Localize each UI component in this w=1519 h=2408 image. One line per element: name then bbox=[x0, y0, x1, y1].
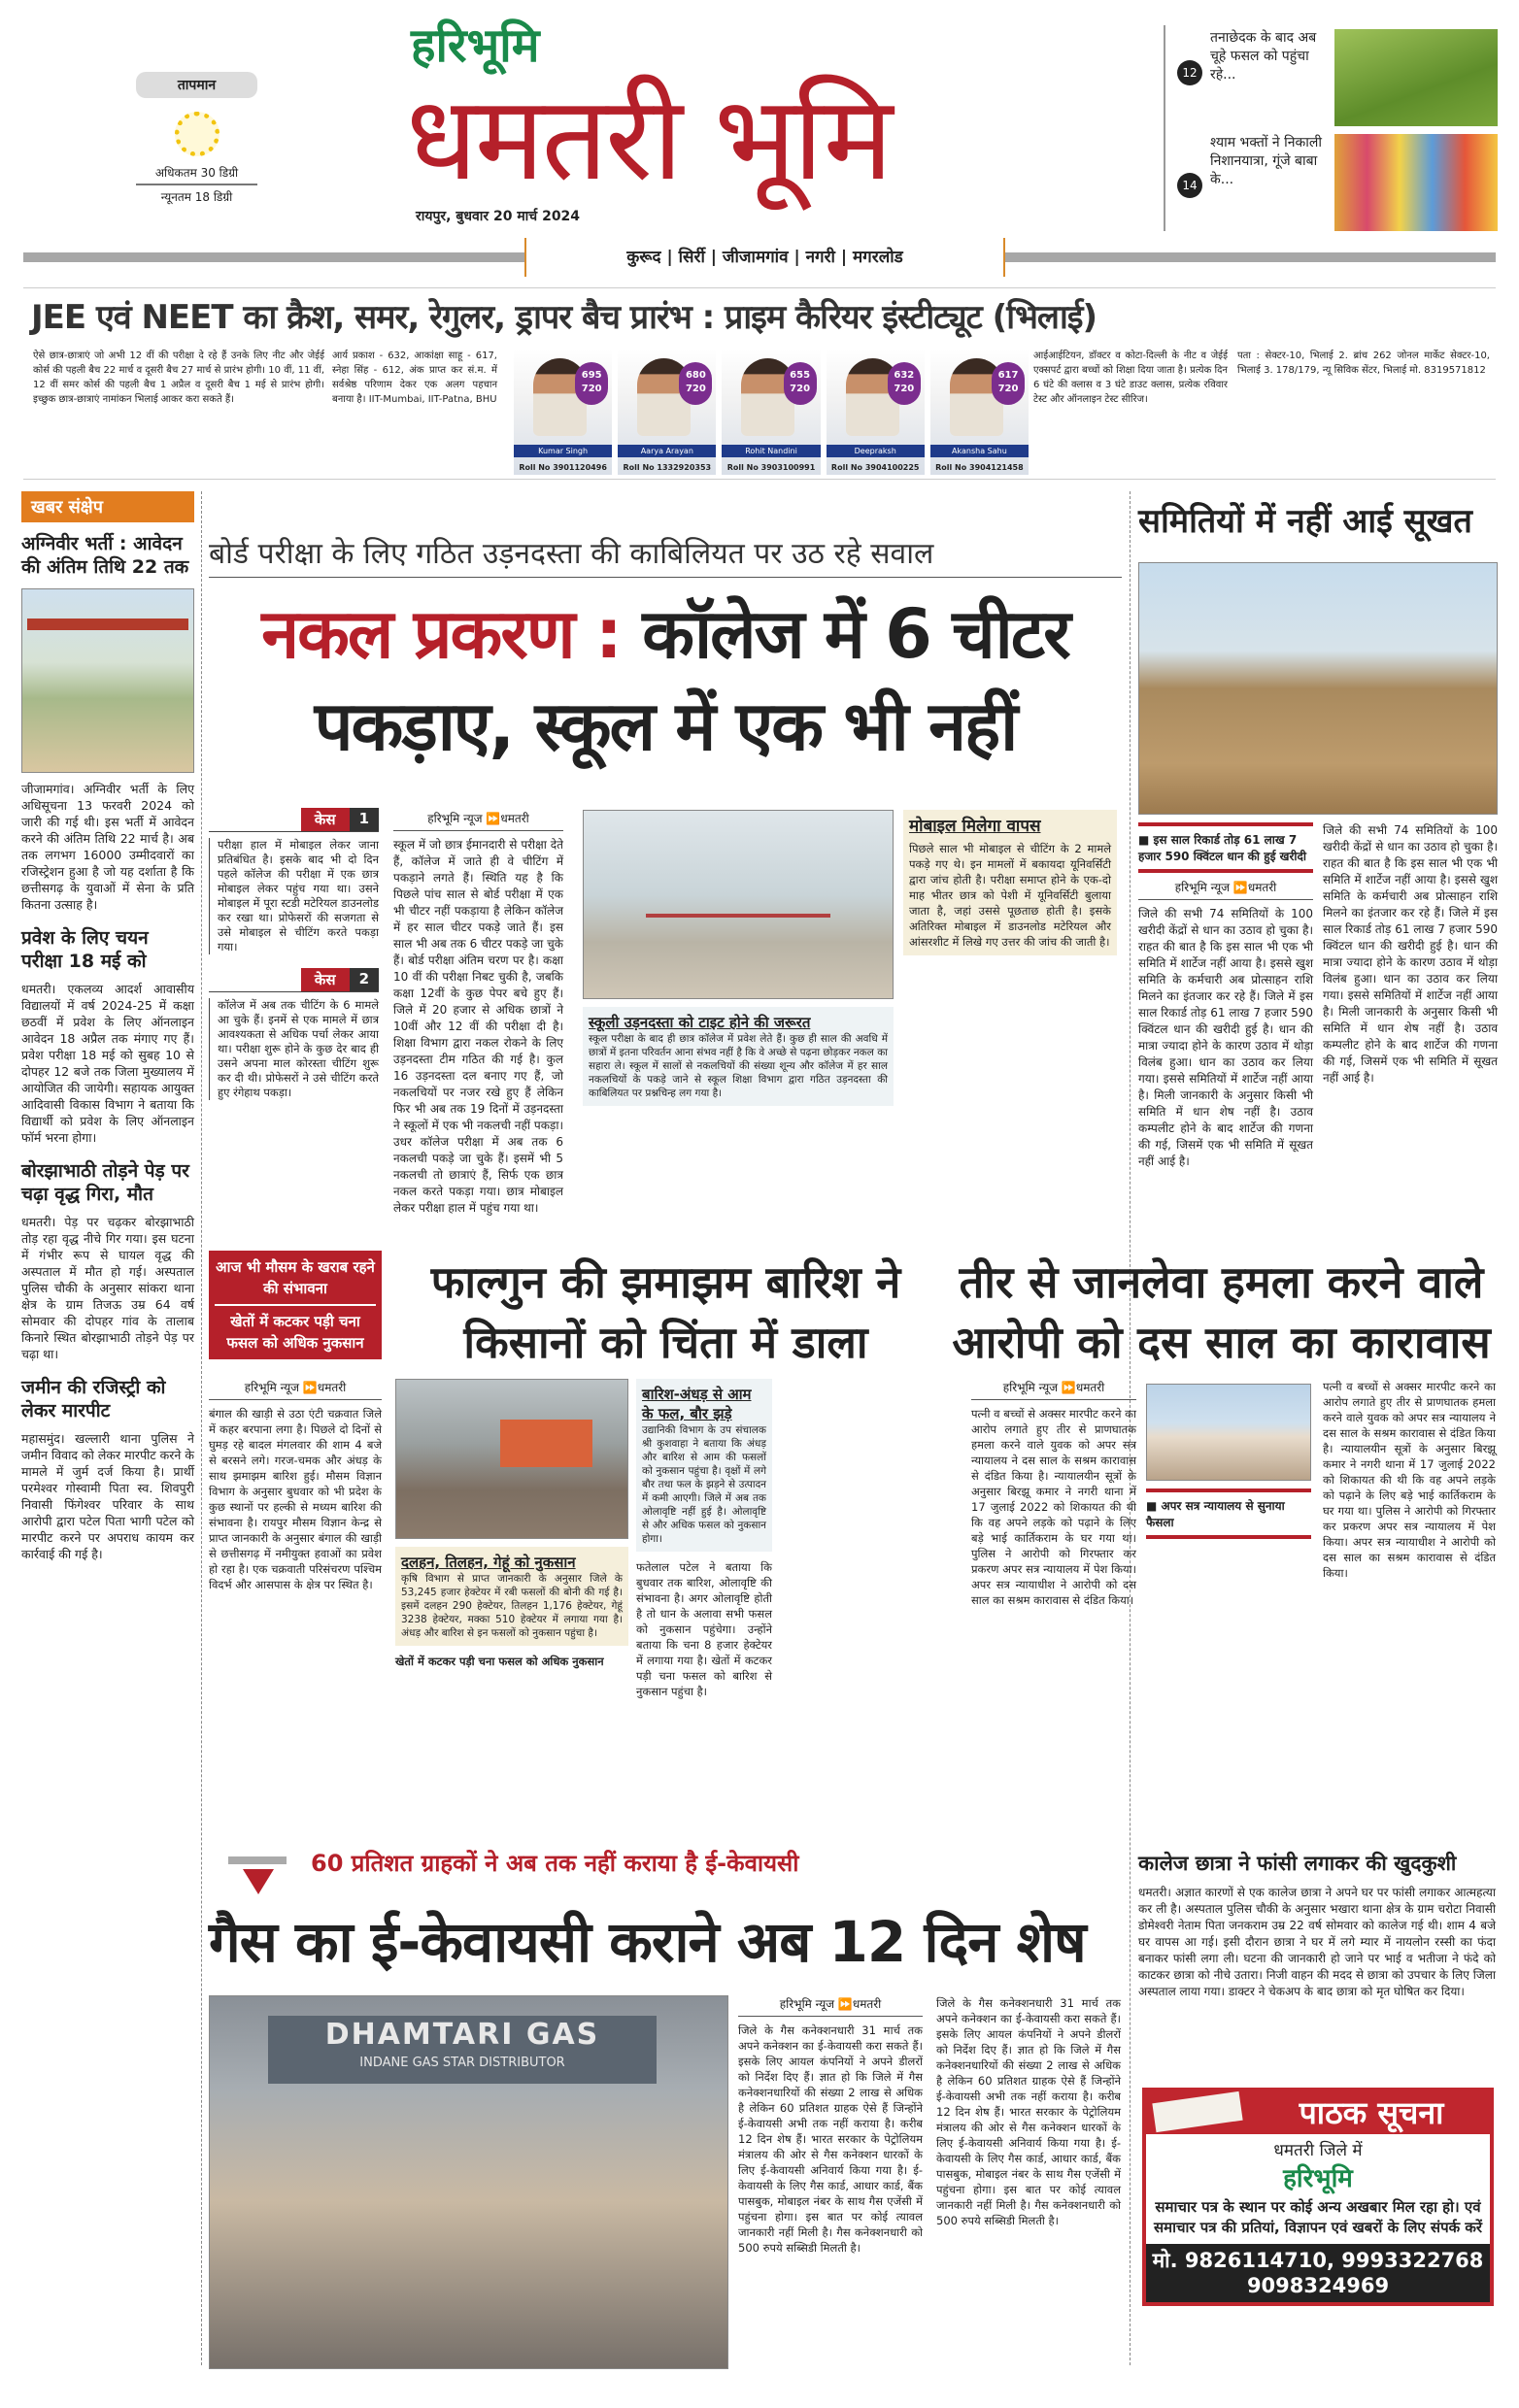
notice-phone3[interactable]: 9098324969 bbox=[1246, 2274, 1390, 2297]
locality-magarlod[interactable]: मगरलोड bbox=[853, 248, 903, 267]
photo-sign: DHAMTARI GAS bbox=[324, 2018, 600, 2052]
weather-widget bbox=[136, 72, 257, 205]
topper-name: Akansha Sahu bbox=[930, 445, 1029, 457]
kicker-arrow-icon bbox=[228, 1856, 287, 1864]
brief-body: धमतरी। एकलव्य आदर्श आवासीय विद्यालयों में वर्ष 2024-25 में कक्षा छठवीं में प्रवेश के लिए ऑनलाइन आवेदन 18 अप्रैल तक मंगाए गए हैं। प्रवेश परीक्षा 18 मई को सुबह 10 से दोपहर 12 बजे तक जिला मुख्यालय में आयोजित की जायेगी। सहायक आयुक्त आदिवासी विकास विभाग ने बताया कि विद्यार्थी को प्रवेश के लिए ऑनलाइन फॉर्म भरना होगा। bbox=[21, 982, 194, 1145]
mobile-box-text: पिछले साल भी मोबाइल से चीटिंग के 2 मामले पकड़े गए थे। इन मामलों में बकायदा यूनिवर्सिटी द्वारा जांच होती है। परीक्षा समाप्त होने के एक-दो माह भीतर छात्र को पेशी में यूनिवर्सिटी बुलाया जाता है, जहां उससे पूछताछ होती है। इसके अतिरिक्त मोबाइल में डाउनलोड मटेरियल और आंसरशीट में लिखे गए उत्तर की जांच की जाती है। bbox=[909, 842, 1111, 949]
damage-box bbox=[395, 1547, 628, 1646]
news-brief-column bbox=[21, 491, 194, 1562]
topper-card bbox=[514, 349, 612, 475]
notice-line2: समाचार पत्र के स्थान पर कोई अन्य अखबार मिल रहा हो। एवं समाचार पत्र की प्रतियां, विज्ञापन एवं खबरों के लिए संपर्क करें bbox=[1154, 2198, 1482, 2236]
case-2 bbox=[209, 968, 379, 1100]
case-text: कॉलेज में अब तक चीटिंग के 6 मामले आ चुके हैं। इनमें से एक मामले में छात्र आवश्यकता से अधिक पर्चा लेकर आया था। परीक्षा शुरू होने के कुछ देर बाद ही उसने अपना माल कोरस्ता चीटिंग शुरू कर दी थी। प्रोफेसरों ने उसे चीटिंग करते हुए रंगेहाथ पकड़ा। bbox=[209, 998, 379, 1100]
max-temp: अधिकतम 30 डिग्री bbox=[136, 164, 257, 185]
topper-roll: Roll No 3903100991 bbox=[726, 463, 816, 472]
topper-roll: Roll No 1332920353 bbox=[623, 463, 712, 472]
byline: हरिभूमि न्यूज ⏩धमतरी bbox=[1138, 879, 1313, 900]
topper-roll: Roll No 3904100225 bbox=[830, 463, 920, 472]
gas-body: जिले के गैस कनेक्शनधारी 31 मार्च तक अपने कनेक्शन का ई-केवायसी करा सकते हैं। इसके लिए आयल कंपनियों ने अपने डीलरों को निर्देश दिए हैं। ज्ञात हो कि जिले में गैस कनेक्शनधारियों की संख्या 2 लाख से अधिक है लेकिन 60 प्रतिशत ग्राहक ऐसे हैं जिन्होंने ई-केवायसी अभी तक नहीं कराया है। करीब 12 दिन शेष हैं। भारत सरकार के पेट्रोलियम मंत्रालय की ओर से गैस कनेक्शन धारकों के लिए ई-केवायसी अनिवार्य किया गया है। ई-केवायसी के लिए गैस कार्ड, आधार कार्ड, बैंक पासबुक, मोबाइल नंबर के साथ गैस एजेंसी में पहुंचना होगा। इस बात पर कोई त्यावल जानकारी नहीं मिली है। गैस कनेक्शनधारी को 500 रुपये सब्सिडी मिलती है। bbox=[738, 2023, 923, 2255]
kicker-chevron-icon bbox=[243, 1869, 274, 1894]
paddy-body-a: जिले की सभी 74 समितियों के 100 खरीदी केंद्रों से धान का उठाव हो चुका है। राहत की बात है कि इस साल भी एक भी समिति में शार्टेज नहीं आया है। इससे खुश समिति के कर्मचारी अब प्रोत्साहन राशि मिलने का इंतजार कर रहे हैं। जिले में इस साल रिकार्ड तोड़ 61 लाख 7 हजार 590 क्विंटल धान की खरीदी हुई है। धान की मात्रा ज्यादा होने के कारण उठाव में थोड़ा विलंब हुआ। धान का उठाव कर लिया गया। इससे समितियों में शार्टेज नहीं आया है। मिली जानकारी के अनुसार किसी भी समिति में धान शेष नहीं है। उठाव कम्पलीट होने के बाद शार्टेज की गणना की गई, जिसमें एक भी समिति में सूखत नहीं आई है। bbox=[1138, 907, 1313, 1168]
lead-body: स्कूल में जो छात्र ईमानदारी से परीक्षा देते हैं, कॉलेज में जाते ही वे चीटिंग में पकड़ाने लगते हैं। स्थिति यह है कि पिछले पांच साल से बोर्ड परीक्षा में एक भी चीटर नहीं पकड़ाया है लेकिन कॉलेज में हर साल चीटर पकड़े जाते हैं। इस साल भी अब तक 6 चीटर पकड़े जा चुके हैं। बोर्ड परीक्षा अंतिम चरण पर है। कक्षा 10 वीं की परीक्षा निबट चुकी है, जबकि कक्षा 12वीं के कुछ पेपर बचे हुए हैं। जिले में 20 हजार से अधिक छात्रों ने 10वीं और 12 वीं की परीक्षा दी है। शिक्षा विभाग द्वारा नकल रोकने के लिए उड़नदस्ता टीम गठित की गई है। कुल 16 उड़नदस्ता दल बनाए गए हैं, जो नकलचियों पर नजर रखे हुए हैं लेकिन फिर भी अब तक 19 दिनों में उड़नदस्ता ने स्कूलों में एक भी नकलची नहीं पकड़ा। उधर कॉलेज परीक्षा में अब तक 6 नकलची पकड़े जा चुके हैं। इसमें भी 5 नकलची तो छात्राएं हैं, सिर्फ एक छात्र नकल करते पकड़ा गया। छात्र मोबाइल लेकर परीक्षा हाल में पहुंच गया था। bbox=[393, 838, 563, 1215]
topper-roll: Roll No 3904121458 bbox=[935, 463, 1024, 472]
brand-logo: हरिभूमि bbox=[411, 18, 540, 73]
weather-label: तापमान bbox=[136, 72, 257, 98]
section-label: खबर संक्षेप bbox=[21, 491, 194, 522]
coaching-ad bbox=[23, 287, 1496, 480]
paddy-body-b: जिले की सभी 74 समितियों के 100 खरीदी केंद्रों से धान का उठाव हो चुका है। राहत की बात है कि इस साल भी एक भी समिति में शार्टेज नहीं आया है। इससे खुश समिति के कर्मचारी अब प्रोत्साहन राशि मिलने का इंतजार कर रहे हैं। जिले में इस साल रिकार्ड तोड़ 61 लाख 7 हजार 590 क्विंटल धान की खरीदी हुई है। धान की मात्रा ज्यादा होने के कारण उठाव में थोड़ा विलंब हुआ। धान का उठाव कर लिया गया। इससे समितियों में शार्टेज नहीं आया है। मिली जानकारी के अनुसार किसी भी समिति में धान शेष नहीं है। उठाव कम्पलीट होने के बाद शार्टेज की गणना की गई, जिसमें एक भी समिति में सूखत नहीं आई है। bbox=[1323, 823, 1498, 1085]
topper-name: Aarya Arayan bbox=[618, 445, 716, 457]
caption-text: इस साल रिकार्ड तोड़ 61 लाख 7 हजार 590 क्विंटल धान की हुई खरीदी bbox=[1138, 833, 1306, 863]
weather-article bbox=[209, 1379, 937, 1835]
locality-kurud[interactable]: कुरूद bbox=[626, 248, 661, 267]
score-badge: 680 720 bbox=[679, 362, 712, 405]
case-number: 2 bbox=[350, 968, 379, 991]
weather-side-box bbox=[209, 1251, 382, 1359]
reader-notice bbox=[1142, 2088, 1494, 2306]
weather-headline: फाल्गुन की झमाझम बारिश ने किसानों को चिंता में डाला bbox=[430, 1256, 901, 1368]
brief-headline: अग्निवीर भर्ती : आवेदन की अंतिम तिथि 22 तक bbox=[21, 533, 189, 578]
score-badge: 695 720 bbox=[575, 362, 608, 405]
brief-headline: प्रवेश के लिए चयन परीक्षा 18 मई को bbox=[21, 927, 149, 972]
byline: हरिभूमि न्यूज ⏩धमतरी bbox=[209, 1379, 382, 1400]
mango-title: बारिश-अंधड़ से आम के फल, बौर झड़े bbox=[642, 1386, 752, 1422]
page-badge: 12 bbox=[1177, 60, 1202, 85]
topper-card bbox=[930, 349, 1029, 475]
mango-box bbox=[636, 1379, 772, 1552]
gas-body-b: जिले के गैस कनेक्शनधारी 31 मार्च तक अपने कनेक्शन का ई-केवायसी करा सकते हैं। इसके लिए आयल कंपनियों ने अपने डीलरों को निर्देश दिए हैं। ज्ञात हो कि जिले में गैस कनेक्शनधारियों की संख्या 2 लाख से अधिक है लेकिन 60 प्रतिशत ग्राहक ऐसे हैं जिन्होंने ई-केवायसी अभी तक नहीं कराया है। करीब 12 दिन शेष हैं। भारत सरकार के पेट्रोलियम मंत्रालय की ओर से गैस कनेक्शन धारकों के लिए ई-केवायसी अनिवार्य किया गया है। ई-केवायसी के लिए गैस कार्ड, आधार कार्ड, बैंक पासबुक, मोबाइल नंबर के साथ गैस एजेंसी में पहुंचना होगा। इस बात पर कोई त्यावल जानकारी नहीं मिली है। गैस कनेक्शनधारी को 500 रुपये सब्सिडी मिलती है। bbox=[936, 1996, 1121, 2227]
farmer-text: फतेलाल पटेल ने बताया कि बुधवार तक बारिश, ओलावृष्टि की संभावना है। अगर ओलावृष्टि होती है तो धान के अलावा सभी फसल को नुकसान पहुंचेगा। उन्होंने बताया कि चना 8 हजार हेक्टेयर में लगाया गया है। खेतों में कटकर पड़ी चना फसल को बारिश से नुकसान पहुंचा है। bbox=[636, 1560, 772, 1698]
agniveer-photo bbox=[21, 588, 194, 773]
flying-box-text: स्कूल परीक्षा के बाद ही छात्र कॉलेज में प्रवेश लेते हैं। कुछ ही साल की अवधि में छात्रों में इतना परिवर्तन आना संभव नहीं है कि वे अच्छे से पढ़ना छोड़कर नकल का सहारा ले। स्कूल में सालों से नकलचियों की संख्या शून्य और कॉलेज में हर साल नकलचियों के पकड़े जाने से स्कूल शिक्षा विभाग द्वारा गठित उड़नदस्ता की काबिलियत पर प्रश्नचिन्ह लग गया है। bbox=[589, 1033, 888, 1099]
teaser-text: श्याम भक्तों ने निकाली निशानयात्रा, गूंजे बाबा के... bbox=[1210, 135, 1323, 187]
topper-name: Kumar Singh bbox=[514, 445, 612, 457]
damage-text: कृषि विभाग से प्राप्त जानकारी के अनुसार जिले के 53,245 हजार हेक्टेयर में रबी फसलों की बोनी की गई है। इसमें दलहन 290 हेक्टेयर, तिलहन 1,176 हेक्टेयर, गेहूं 3238 हेक्टेयर, मक्का 510 हेक्टेयर में लगाया गया है। अंधड़ और बारिश से इन फसलों को नुकसान पहुंचा है। bbox=[401, 1573, 623, 1639]
brief-body: जीजामगांव। अग्निवीर भर्ती के लिए अधिसूचना 13 फरवरी 2024 को जारी की गई थी। इस भर्ती में आवेदन करने की अंतिम तिथि 22 मार्च है। अब तक लगभग 16000 उम्मीदवारों का रजिस्ट्रेशन हुआ है जो यह दर्शाता है कि छत्तीसगढ़ के युवाओं में सेना के प्रति कितना उत्साह है। bbox=[21, 782, 194, 912]
topper-name: Rohit Nandini bbox=[722, 445, 820, 457]
mobile-box-title: मोबाइल मिलेगा वापस bbox=[909, 817, 1041, 836]
byline: हरिभूमि न्यूज ⏩धमतरी bbox=[738, 1995, 923, 2017]
ad-text-mid: आर्य प्रकाश - 632, आकांक्षा साहू - 617, स्नेहा सिंह - 612, अंक प्राप्त कर सं.म. में सर्वश्रेष्ठ परिणाम देकर एक अलग पहचान बनाया है। IIT-Mumbai, IIT-Patna, BHU bbox=[332, 351, 497, 405]
suicide-body: धमतरी। अज्ञात कारणों से एक कालेज छात्रा ने अपने घर पर फांसी लगाकर आत्महत्या कर ली है। अस्पताल पुलिस चौकी के अनुसार भखारा थाना क्षेत्र के ग्राम चरोटा निवासी डोमेश्वरी नेताम पिता जनकराम उम्र 22 वर्ष सोमवार को कालेज गई थी। शाम 4 बजे घर वापस आ गई। इसी दौरान छात्रा ने घर में लगे म्यार में नायलोन रस्सी का फंदा बनाकर फांसी लगा ली। घटना की जानकारी हो जाने पर भाई व भतीजा ने फंदे को काटकर छात्रा को नीचे उतारा। निजी वाहन की मदद से छात्रा को उपचार के लिए जिला अस्पताल लाया गया। डाक्टर ने चेकअप के बाद छात्रा को मृत घोषित कर दिया। bbox=[1138, 1886, 1496, 1998]
mobile-box bbox=[903, 810, 1117, 955]
gas-kicker: 60 प्रतिशत ग्राहकों ने अब तक नहीं कराया है ई-केवायसी bbox=[311, 1850, 799, 1877]
ad-text-far: पता : सेक्टर-10, भिलाई 2. ब्रांच 262 जोनल मार्केट सेक्टर-10, भिलाई 3. 178/179, न्यू सिविक सेंटर, भिलाई मो. 8319571812 bbox=[1237, 351, 1490, 376]
court-body: पत्नी व बच्चों से अक्सर मारपीट करने का आरोप लगाते हुए तीर से प्राणघातक हमला करने वाले युवक को अपर सत्र न्यायालय ने दस साल के सश्रम कारावास से दंडित किया है। न्यायालयीन सूत्रों के अनुसार बिरझू कमार ने नगरी थाना में 17 जुलाई 2022 को शिकायत की थी कि वह अपने लड़के को पढ़ाने के लिए बड़े भाई कार्तिकराम के घर गया था। पुलिस ने आरोपी को गिरफ्तार कर प्रकरण अपर सत्र न्यायालय में पेश किया। अपर सत्र न्यायाधीश ने आरोपी को दस साल का सश्रम कारावास से दंडित किया। bbox=[971, 1407, 1136, 1607]
photo-sign-sub: INDANE GAS STAR DISTRIBUTOR bbox=[359, 2056, 565, 2070]
notice-phones[interactable]: मो. 9826114710, 9993322768 bbox=[1152, 2249, 1484, 2272]
lead-headline-rest: कॉलेज में 6 चीटर पकड़ाए, स्कूल में एक भी नहीं bbox=[314, 594, 1069, 766]
notice-line1: धमतरी जिले में bbox=[1273, 2141, 1363, 2160]
side-box-line1: आज भी मौसम के खराब रहने की संभावना bbox=[215, 1256, 376, 1306]
court-caption: ■ अपर सत्र न्यायालय से सुनाया फैसला bbox=[1146, 1488, 1311, 1539]
flying-squad-box bbox=[583, 1007, 894, 1106]
side-box-line2: खेतों में कटकर पड़ी चना फसल को अधिक नुकसान bbox=[226, 1313, 364, 1352]
topper-card bbox=[827, 349, 925, 475]
topper-card bbox=[618, 349, 716, 475]
brief-headline: बोरझाभाठी तोड़ने पेड़ पर चढ़ा वृद्ध गिरा, मौत bbox=[21, 1160, 189, 1205]
paddy-headline: समितियों में नहीं आई सूखत bbox=[1138, 502, 1472, 541]
court-article bbox=[971, 1379, 1496, 1835]
teaser-item[interactable] bbox=[1177, 29, 1498, 126]
score-badge: 632 720 bbox=[888, 362, 921, 405]
locality-nagri[interactable]: नगरी bbox=[805, 248, 835, 267]
topper-card bbox=[722, 349, 820, 475]
paddy-sacks-photo bbox=[1138, 562, 1498, 815]
teaser-text: तनाछेदक के बाद अब चूहे फसल को पहुंचा रहे... bbox=[1210, 30, 1317, 83]
exam-centre-photo bbox=[583, 810, 894, 999]
lead-headline-red: नकल प्रकरण : bbox=[261, 594, 621, 674]
brief-headline: जमीन की रजिस्ट्री को लेकर मारपीट bbox=[21, 1377, 166, 1421]
topper-strip bbox=[514, 349, 1029, 475]
ad-text-left: ऐसे छात्र-छात्राएं जो अभी 12 वीं की परीक्षा दे रहे हैं उनके लिए नीट और जेईई कोर्स की पहली बैच 22 मार्च व दूसरी बैच 27 मार्च से प्रारंभ होगी। 10 वीं, 11 वीं, 12 वीं समर कोर्स की पहली बैच 1 अप्रैल व दूसरी बैच 1 मई से प्रारंभ होगी। इच्छुक छात्र-छात्राएं नामांकन भिलाई आकर करा सकते हैं। bbox=[33, 351, 324, 405]
gas-article bbox=[738, 1995, 1122, 2369]
flying-box-title: स्कूली उड़नदस्ता को टाइट होने की जरूरत bbox=[589, 1014, 811, 1031]
paddy-field-photo bbox=[1334, 29, 1498, 126]
byline: हरिभूमि न्यूज ⏩धमतरी bbox=[393, 810, 563, 831]
gas-agency-photo bbox=[209, 1995, 728, 2369]
case-label: केस bbox=[301, 808, 350, 831]
locality-sirri[interactable]: सिर्री bbox=[678, 248, 705, 267]
topper-roll: Roll No 3901120496 bbox=[519, 463, 607, 472]
court-building-photo bbox=[1146, 1384, 1311, 1481]
score-badge: 655 720 bbox=[784, 362, 817, 405]
paddy-story bbox=[1138, 500, 1498, 1170]
case-label: केस bbox=[301, 968, 350, 991]
caption-text: अपर सत्र न्यायालय से सुनाया फैसला bbox=[1146, 1499, 1285, 1529]
locality-nav: कुरूद | सिर्री | जीजामगांव | नगरी | मगरलोड bbox=[524, 238, 1005, 277]
weather-body: बंगाल की खाड़ी से उठा एंटी चक्रवात जिले में कहर बरपाना लगा है। पिछले दो दिनों से घुमड़ रहे बादल मंगलवार की शाम 4 बजे से बरसने लगे। गरज-चमक और अंधड़ के साथ झमाझम बारिश हुई। मौसम विज्ञान विभाग के अनुसार बुधवार को भी प्रदेश के कुछ स्थानों पर हल्की से मध्यम बारिश की संभावना है। रायपुर मौसम विज्ञान केन्द्र से प्राप्त जानकारी के अनुसार बंगाल की खाड़ी से छत्तीसगढ़ में नमीयुक्त हवाओं का प्रवेश हो रहा है। एक चक्रवाती परिसंचरण पश्चिम विदर्भ और आसपास के क्षेत्र पर स्थित है। bbox=[209, 1407, 382, 1591]
notice-brand: हरिभूमि bbox=[1283, 2164, 1353, 2193]
min-temp: न्यूनतम 18 डिग्री bbox=[160, 190, 233, 204]
score-badge: 617 720 bbox=[992, 362, 1025, 405]
lead-article bbox=[393, 810, 1117, 1243]
procession-photo bbox=[1334, 134, 1498, 231]
brief-body: महासमुंद। खल्लारी थाना पुलिस ने जमीन विवाद को लेकर मारपीट करने के मामले में जुर्म दर्ज किया है। प्रार्थी परमेश्वर गोस्वामी पिता स्व. शिवपुरी निवासी फिंगेश्वर परिवार के साथ आरोपी द्वारा पटेल पिता भागी पटेल को मारपीट करने पर अपराध कायम कर कार्रवाई की गई है। bbox=[21, 1431, 194, 1561]
notice-title: पाठक सूचना bbox=[1299, 2094, 1444, 2131]
damage-title: दलहन, तिलहन, गेहूं को नुकसान bbox=[401, 1554, 576, 1571]
suicide-headline: कालेज छात्रा ने फांसी लगाकर की खुदकुशी bbox=[1138, 1852, 1457, 1875]
teaser-item[interactable] bbox=[1177, 134, 1498, 231]
case-text: परीक्षा हाल में मोबाइल लेकर जाना प्रतिबंधित है। इसके बाद भी दो दिन पहले कॉलेज की परीक्षा में एक छात्र मोबाइल लेकर पहुंच गया था। उसने मोबाइल में पूरा स्टडी मटेरियल डाउनलोड कर रखा था। प्रोफेसरों की सजगता से उसे मोबाइल से चीटिंग करते पकड़ा गया। bbox=[209, 838, 379, 954]
suicide-story bbox=[1138, 1850, 1496, 2000]
dateline: रायपुर, बुधवार 20 मार्च 2024 bbox=[416, 209, 581, 224]
court-headline: तीर से जानलेवा हमला करने वाले आरोपी को दस साल का कारावास bbox=[952, 1256, 1491, 1368]
topper-name: Deepraksh bbox=[827, 445, 925, 457]
ad-text-right: आईआईटियन, डॉक्टर व कोटा-दिल्ली के नीट व जेईई एक्सपर्ट द्वारा बच्चों को शिक्षा दिया जाता है। प्रत्येक दिन 6 घंटे की क्लास व 3 घंटे डाउट क्लास, प्रत्येक रविवार टेस्ट और ऑनलाइन टेस्ट सीरिज। bbox=[1033, 351, 1228, 405]
teasers bbox=[1164, 25, 1499, 231]
case-column bbox=[209, 808, 379, 1100]
byline: हरिभूमि न्यूज ⏩धमतरी bbox=[971, 1379, 1136, 1400]
court-body-c: पत्नी व बच्चों से अक्सर मारपीट करने का आरोप लगाते हुए तीर से प्राणघातक हमला करने वाले युवक को अपर सत्र न्यायालय ने दस साल के सश्रम कारावास से दंडित किया है। न्यायालयीन सूत्रों के अनुसार बिरझू कमार ने नगरी थाना में 17 जुलाई 2022 को शिकायत की थी कि वह अपने लड़के को पढ़ाने के लिए बड़े भाई कार्तिकराम के घर गया था। पुलिस ने आरोपी को गिरफ्तार कर प्रकरण अपर सत्र न्यायालय में पेश किया। अपर सत्र न्यायाधीश ने आरोपी को दस साल का सश्रम कारावास से दंडित किया। bbox=[1323, 1380, 1496, 1580]
brief-body: धमतरी। पेड़ पर चढ़कर बोरझाभाठी तोड़ रहा वृद्ध नीचे गिर गया। इस घटना में गंभीर रूप से घायल वृद्ध की अस्पताल में मौत हो गई। अस्पताल पुलिस चौकी के अनुसार सांकरा थाना क्षेत्र के ग्राम तिजऊ उम्र 64 वर्ष सोमवार की दोपहर गांव के तालाब किनारे स्थित बोरझाभाठी तोड़ने पेड़ पर चढ़ा था। bbox=[21, 1215, 194, 1361]
mango-text: उद्यानिकी विभाग के उप संचालक श्री कुशवाहा ने बताया कि अंधड़ और बारिश से आम की फसलों को नुकसान पहुंचा है। वृक्षों में लगे बौर तथा फल के झड़ने से उत्पादन में कमी आएगी। जिले में अब तक ओलावृष्टि नहीं हुई है। ओलावृष्टि से और अधिक फसल को नुकसान होगा। bbox=[642, 1424, 766, 1545]
sun-icon bbox=[175, 112, 219, 156]
lead-kicker: बोर्ड परीक्षा के लिए गठित उड़नदस्ता की काबिलियत पर उठ रहे सवाल bbox=[209, 537, 934, 571]
lead-headline bbox=[209, 588, 1122, 773]
locality-jijamgaon[interactable]: जीजामगांव bbox=[722, 248, 789, 267]
case-1 bbox=[209, 808, 379, 954]
case-number: 1 bbox=[350, 808, 379, 831]
page-badge: 14 bbox=[1177, 173, 1202, 198]
ad-headline: JEE एवं NEET का क्रैश, समर, रेगुलर, ड्रापर बैच प्रारंभ : प्राइम कैरियर इंस्टीट्यूट (भिलाई) bbox=[31, 298, 1097, 337]
rain-street-photo bbox=[395, 1379, 628, 1539]
gas-headline: गैस का ई-केवायसी कराने अब 12 दिन शेष bbox=[209, 1909, 1086, 1975]
weather-body-cont: खेतों में कटकर पड़ी चना फसल को अधिक नुकसान bbox=[395, 1655, 604, 1668]
newspaper-icon bbox=[1152, 2091, 1242, 2132]
masthead-title: धमतरी भूमि bbox=[406, 72, 891, 207]
paddy-caption: ■ इस साल रिकार्ड तोड़ 61 लाख 7 हजार 590 क्विंटल धान की हुई खरीदी bbox=[1138, 822, 1313, 873]
